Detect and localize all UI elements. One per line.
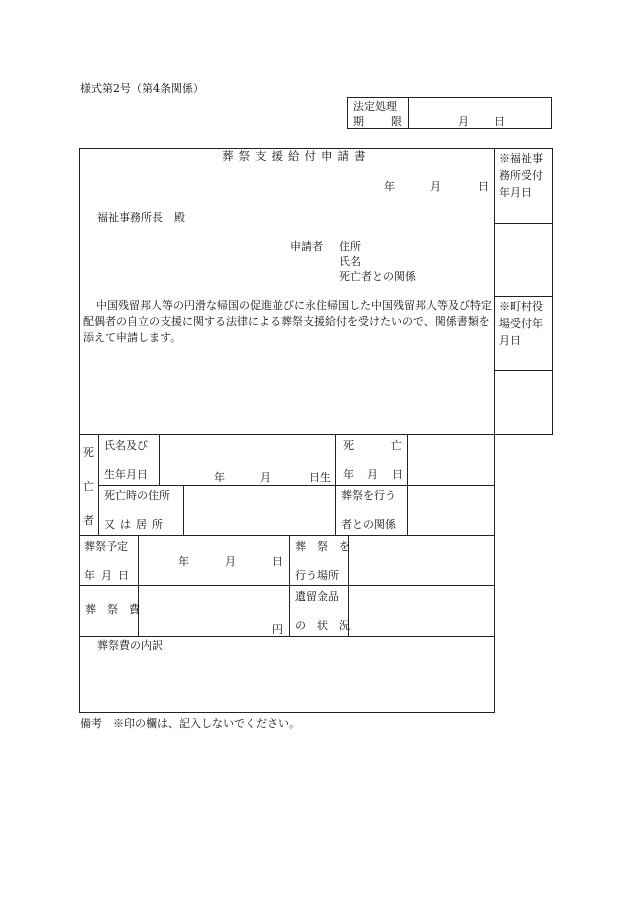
birth-year: 年 [214, 471, 225, 484]
welfare-office-receipt-date: ※福祉事務所受付年月日 [499, 152, 543, 199]
funeral-place-label-1: 葬 祭 を [295, 540, 350, 553]
application-date-day: 日 [478, 180, 489, 193]
applicant-address-label: 住所 [339, 240, 361, 253]
funeral-date-day: 日 [272, 555, 283, 568]
birth-day: 日生 [309, 471, 331, 484]
deceased-char-1: 死 [83, 446, 94, 459]
side-column-divider [494, 148, 495, 435]
funeral-date-year: 年 [178, 555, 189, 568]
deadline-label-bottom-1: 期 [353, 115, 364, 128]
form-title: 葬祭支援給付申請書 [222, 149, 371, 163]
funeral-cost-label: 葬 祭 費 [85, 603, 140, 616]
deceased-char-2: 亡 [83, 480, 94, 493]
processing-deadline-box [347, 97, 552, 129]
deceased-char-3: 者 [83, 514, 94, 527]
funeral-place-label-2: 行う場所 [295, 569, 339, 582]
funeral-date-label-2: 年月日 [84, 569, 135, 582]
name-birth-label-2: 生年月日 [104, 468, 148, 481]
applicant-relation-label: 死亡者との関係 [339, 270, 416, 283]
deadline-label-bottom-2: 限 [391, 115, 402, 128]
deceased-row-divider [98, 485, 495, 486]
applicant-label: 申請者 [290, 240, 323, 253]
death-year: 年 [343, 468, 354, 481]
funeral-date-month: 月 [225, 555, 236, 568]
funeral-cost-breakdown-label: 葬祭費の内訳 [97, 639, 163, 652]
form-number-label: 様式第2号（第4条関係） [80, 82, 204, 95]
funeral-top-divider [79, 535, 495, 536]
name-birth-label-1: 氏名及び [104, 439, 148, 452]
funeral-row-divider [79, 585, 495, 586]
estate-label-1: 遺留金品 [295, 590, 339, 603]
death-label-1: 死 [343, 439, 354, 452]
address-at-death-label-1: 死亡時の住所 [104, 489, 170, 502]
footer-note: 備考 ※印の欄は、記入しないでください。 [80, 717, 300, 730]
birth-month: 月 [260, 471, 271, 484]
estate-label-2: の 状 況 [295, 619, 350, 632]
funeral-relation-label-1: 葬祭を行う [341, 489, 396, 502]
deadline-month: 月 [458, 115, 469, 128]
deceased-name-divider [159, 434, 160, 485]
deadline-divider [408, 98, 409, 128]
side-divider-3 [494, 370, 553, 371]
town-office-receipt-date: ※町村役場受付年月日 [499, 300, 543, 347]
deadline-label-top: 法定処理 [353, 100, 397, 113]
funeral-relation-label-2: 者との関係 [341, 518, 396, 531]
side-divider-2 [494, 296, 553, 297]
breakdown-top-divider [79, 636, 495, 637]
addressee: 福祉事務所長 殿 [97, 211, 185, 224]
application-date-year: 年 [384, 180, 395, 193]
side-divider-1 [494, 223, 553, 224]
application-date-month: 月 [430, 180, 441, 193]
death-label-2: 亡 [391, 439, 402, 452]
applicant-name-label: 氏名 [339, 255, 361, 268]
funeral-date-label-1: 葬祭予定 [84, 540, 128, 553]
death-month: 月 [367, 468, 378, 481]
death-day: 日 [392, 468, 403, 481]
deadline-day: 日 [494, 115, 505, 128]
address-at-death-label-2: 又は居所 [104, 518, 168, 531]
deceased-address-divider [183, 485, 184, 536]
funeral-cost-yen: 円 [272, 623, 283, 636]
application-body-text: 中国残留邦人等の円滑な帰国の促進並びに永住帰国した中国残留邦人等及び特定配偶者の自立の支援に関する法律による葬祭支援給付を受けたいので、関係書類を添えて申請します。 [83, 299, 492, 344]
